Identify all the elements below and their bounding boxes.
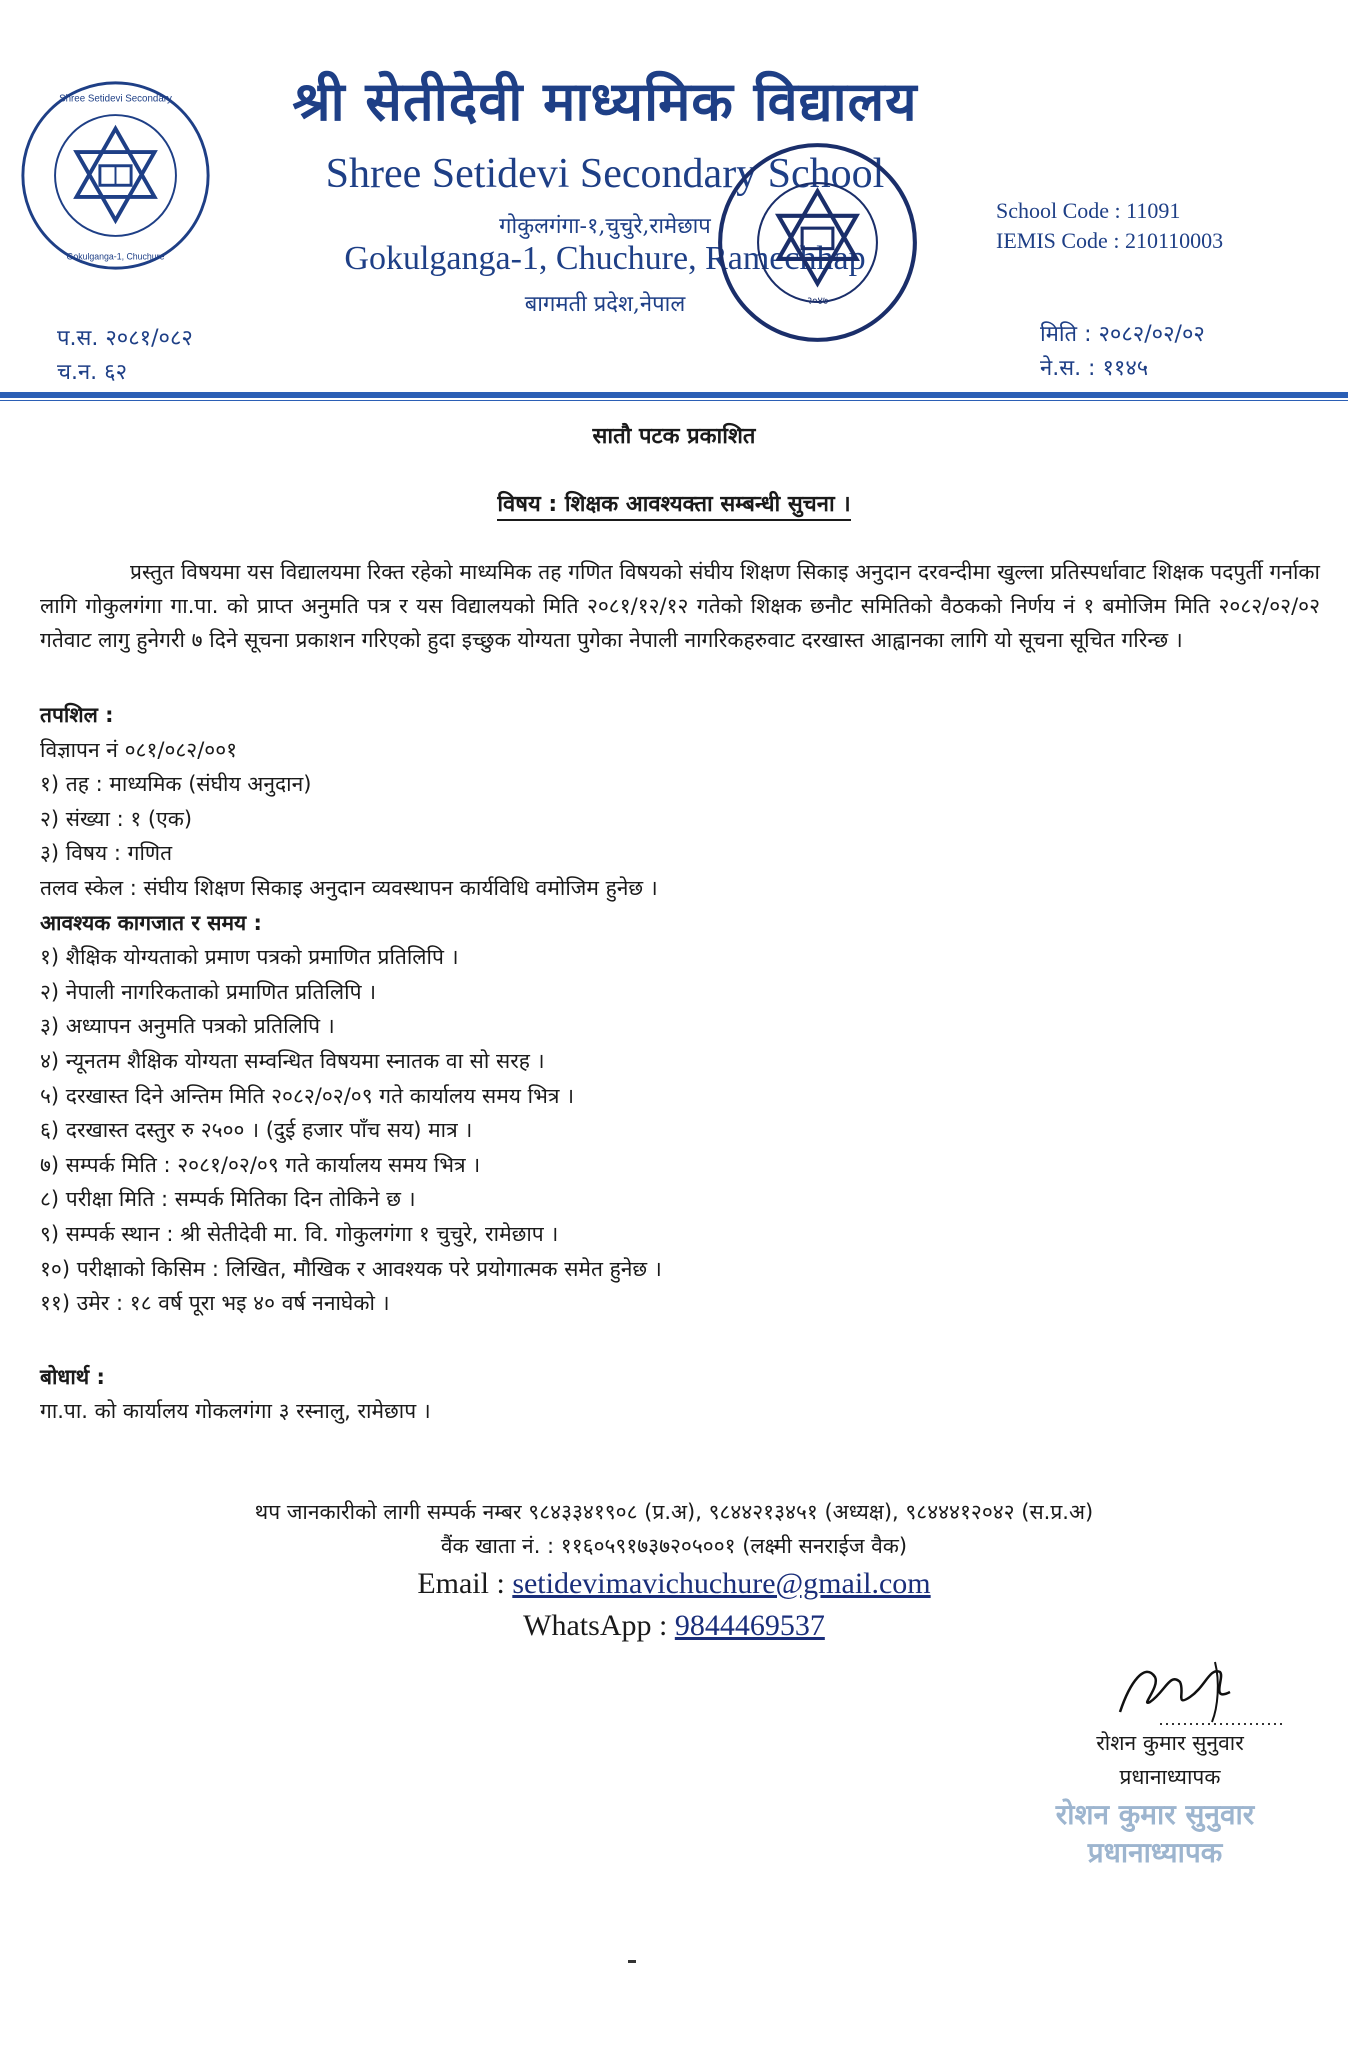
contact-section (0, 1495, 1348, 1647)
requirement-item: १) शैक्षिक योग्यताको प्रमाण पत्रको प्रमाणित प्रतिलिपि । (40, 945, 459, 970)
requirements-heading: आवश्यक कागजात र समय : (40, 910, 262, 935)
requirement-item: २) नेपाली नागरिकताको प्रमाणित प्रतिलिपि । (40, 979, 377, 1004)
requirement-item: ८) परीक्षा मिति : सम्पर्क मितिका दिन तोकिने छ । (40, 1187, 416, 1212)
salary-scale: तलव स्केल : संघीय शिक्षण सिकाइ अनुदान व्यवस्थापन कार्यविधि वमोजिम हुनेछ । (40, 875, 658, 900)
school-code: School Code : 11091 (996, 198, 1181, 223)
school-name-nepali: श्री सेतीदेवी माध्यमिक विद्यालय (292, 69, 918, 133)
letter-date: मिति : २०८२/०२/०२ (1040, 322, 1205, 347)
signatory-name: रोशन कुमार सुनुवार (1096, 1731, 1244, 1755)
page-mark (628, 1960, 636, 1963)
cc-section (40, 1360, 1320, 1428)
contact-phones: थप जानकारीको लागी सम्पर्क नम्बर ९८४३३४१९०८ (प्र.अ), ९८४४२१३४५१ (अध्यक्ष), ९८४४४१२०४२ (स.प्र.अ) (254, 1500, 1094, 1524)
details-item: १) तह : माध्यमिक (संघीय अनुदान) (40, 772, 312, 797)
bank-account: वैंक खाता नं. : ११६०५९१७३७२०५००१ (लक्ष्मी सनराईज वैक) (440, 1534, 908, 1558)
advertisement-number: विज्ञापन नं ०८१/०८२/००१ (40, 737, 238, 762)
school-province: बागमती प्रदेश,नेपाल (524, 292, 686, 317)
school-seal-right (715, 140, 920, 345)
cn-number: च.न. ६२ (57, 360, 128, 385)
notice-paragraph: प्रस्तुत विषयमा यस विद्यालयमा रिक्त रहेको माध्यमिक तह गणित विषयको संघीय शिक्षण सिकाइ अनुदान दरवन्दीमा खुल्ला प्रतिस्पर्धावाट शिक्षक पदपुर्ती गर्नाका लागि गोकुलगंगा गा.पा. को प्राप्त अनुमति पत्र र यस विद्यालयको मिति २०८१/१२/१२ गतेको शिक्षक छनौट समितिको वैठकको निर्णय नं १ बमोजिम मिति २०८२/०२/०२ गतेवाट लागु हुनेगरी ७ दिने सूचना प्रकाशन गरिएको हुदा इच्छुक योग्यता पुगेका नेपाली नागरिकहरुवाट दरखास्त आह्वानका लागि यो सूचना सूचित गरिन्छ । (40, 560, 1320, 652)
whatsapp-line (0, 1605, 1348, 1647)
school-address-nepali: गोकुलगंगा-१,चुचुरे,रामेछाप (499, 214, 711, 239)
principal-signature (1100, 1652, 1290, 1732)
requirement-item: १०) परीक्षाको किसिम : लिखित, मौखिक र आवश्यक परे प्रयोगात्मक समेत हुनेछ । (40, 1256, 662, 1281)
email-line (0, 1563, 1348, 1605)
cc-heading: बोधार्थ : (40, 1365, 105, 1389)
stamp-name: रोशन कुमार सुनुवार (1055, 1798, 1255, 1831)
requirement-item: ७) सम्पर्क मिति : २०८१/०२/०९ गते कार्यालय समय भित्र । (40, 1152, 481, 1177)
notice-subject (0, 488, 1348, 518)
signatory-title: प्रधानाध्यापक (1119, 1765, 1221, 1789)
details-heading: तपशिल : (40, 703, 114, 727)
school-codes (996, 196, 1223, 256)
svg-text:२०४७: २०४७ (806, 295, 829, 307)
email-label: Email : (417, 1567, 513, 1600)
notice-subject-text: विषय : शिक्षक आवश्यक्ता सम्बन्धी सुचना । (497, 492, 850, 521)
name-stamp (1005, 1796, 1305, 1872)
header-divider (0, 392, 1348, 398)
signatory-block (1030, 1726, 1310, 1794)
whatsapp-link[interactable]: 9844469537 (674, 1609, 825, 1642)
ps-number: प.स. २०८१/०८२ (57, 326, 193, 351)
details-item: २) संख्या : १ (एक) (40, 806, 193, 831)
details-item: ३) विषय : गणित (40, 841, 173, 866)
requirement-item: ११) उमेर : १८ वर्ष पूरा भइ ४० वर्ष ननाघेको । (40, 1291, 390, 1316)
requirement-item: ५) दरखास्त दिने अन्तिम मिति २०८२/०२/०९ गते कार्यालय समय भित्र । (40, 1083, 575, 1108)
svg-text:Gokulganga-1, Chuchure: Gokulganga-1, Chuchure (66, 251, 165, 262)
reference-numbers (57, 322, 193, 390)
requirement-item: ६) दरखास्त दस्तुर रु २५०० । (दुई हजार पाँच सय) मात्र । (40, 1118, 473, 1143)
svg-text:Shree Setidevi Secondary: Shree Setidevi Secondary (59, 93, 172, 105)
school-address-english: Gokulganga-1, Chuchure, Ramechhap (344, 240, 866, 277)
whatsapp-label: WhatsApp : (523, 1609, 675, 1642)
requirement-item: ४) न्यूनतम शैक्षिक योग्यता सम्वन्धित विषयमा स्नातक वा सो सरह । (40, 1048, 545, 1073)
date-block (1040, 318, 1205, 386)
publication-note: सातौ पटक प्रकाशित (592, 424, 756, 449)
ns-number: ने.स. : ११४५ (1040, 356, 1149, 381)
stamp-title: प्रधानाध्यापक (1087, 1836, 1223, 1869)
requirement-item: ३) अध्यापन अनुमति पत्रको प्रतिलिपि । (40, 1014, 335, 1039)
iemis-code: IEMIS Code : 210110003 (996, 228, 1224, 253)
school-name-english: Shree Setidevi Secondary School (325, 151, 885, 197)
header-divider-thin (0, 400, 1348, 401)
details-section (40, 698, 1320, 1321)
email-link[interactable]: setidevimavichuchure@gmail.com (512, 1567, 931, 1600)
cc-line: गा.पा. को कार्यालय गोकलगंगा ३ रस्नालु, रामेछाप । (40, 1399, 431, 1423)
requirement-item: ९) सम्पर्क स्थान : श्री सेतीदेवी मा. वि. गोकुलगंगा १ चुचुरे, रामेछाप । (40, 1221, 559, 1246)
school-seal-left (18, 78, 213, 273)
